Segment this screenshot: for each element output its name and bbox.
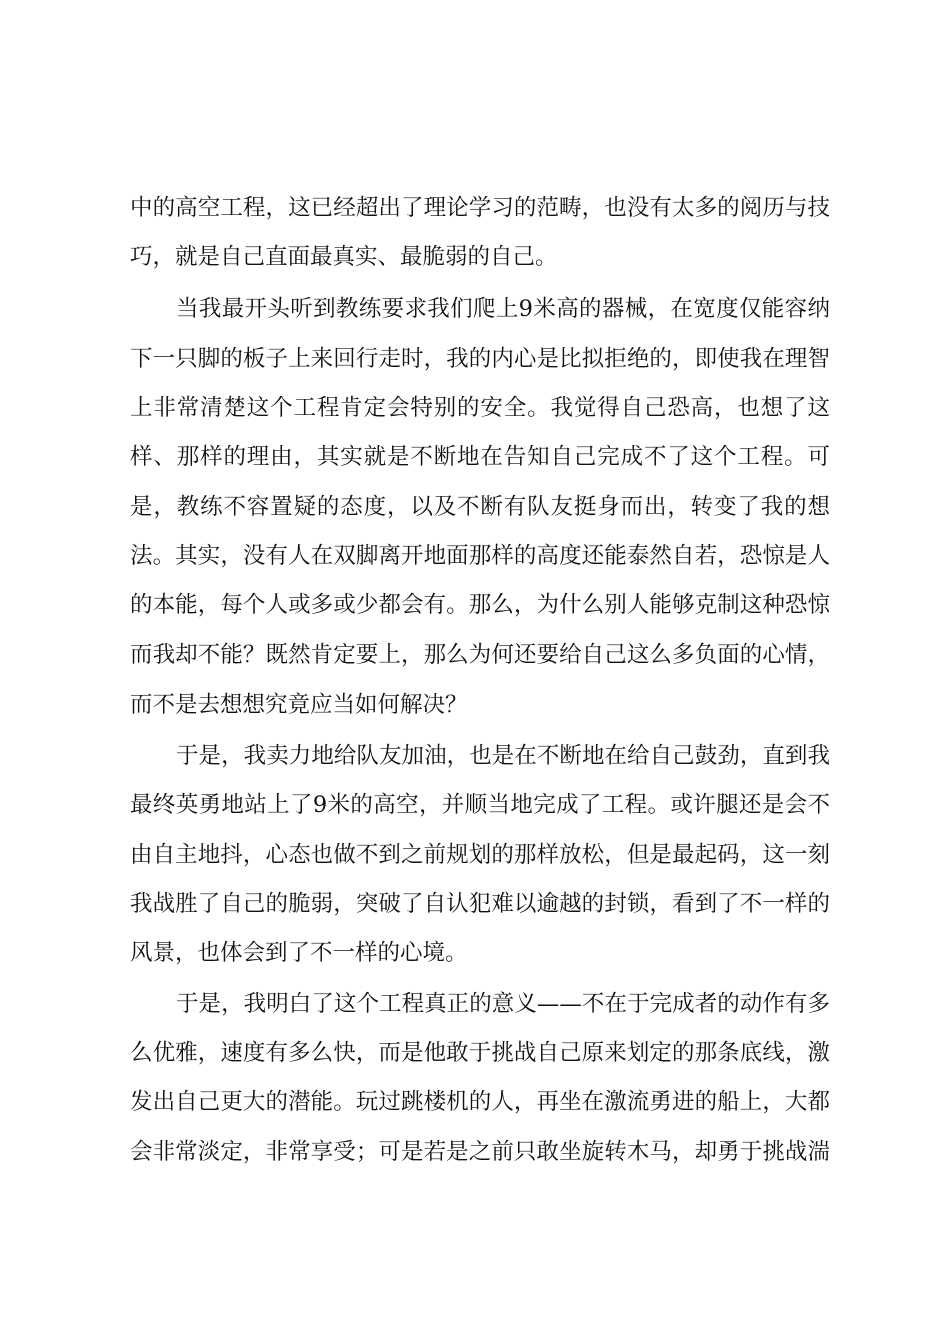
text-line: 是，教练不容置疑的态度，以及不断有队友挺身而出，转变了我的想 [130, 494, 830, 520]
text-line: 发出自己更大的潜能。玩过跳楼机的人，再坐在激流勇进的船上，大都 [130, 1089, 830, 1115]
text-line: 上非常清楚这个工程肯定会特别的安全。我觉得自己恐高，也想了这 [130, 395, 830, 421]
text-line: 的本能，每个人或多或少都会有。那么，为什么别人能够克制这种恐惊 [130, 592, 830, 618]
text-line: 而我却不能？既然肯定要上，那么为何还要给自己这么多负面的心情， [130, 642, 830, 668]
text-line: 么优雅，速度有多么快，而是他敢于挑战自己原来划定的那条底线，激 [130, 1040, 830, 1066]
text-line: 而不是去想想究竟应当如何解决？ [130, 692, 468, 718]
paragraph-first-line: 于是，我卖力地给队友加油，也是在不断地在给自己鼓劲，直到我 [176, 743, 830, 769]
text-line: 最终英勇地站上了9米的高空，并顺当地完成了工程。或许腿还是会不 [130, 792, 830, 818]
text-line: 中的高空工程，这已经超出了理论学习的范畴，也没有太多的阅历与技 [130, 195, 830, 221]
paragraph-first-line: 于是，我明白了这个工程真正的意义——不在于完成者的动作有多 [176, 991, 830, 1017]
paragraph-first-line: 当我最开头听到教练要求我们爬上9米高的器械，在宽度仅能容纳 [176, 296, 830, 322]
text-line: 样、那样的理由，其实就是不断地在告知自己完成不了这个工程。可 [130, 444, 830, 470]
text-line: 会非常淡定，非常享受；可是若是之前只敢坐旋转木马，却勇于挑战湍 [130, 1139, 830, 1165]
text-line: 法。其实，没有人在双脚离开地面那样的高度还能泰然自若，恐惊是人 [130, 543, 830, 569]
text-line: 我战胜了自己的脆弱，突破了自认犯难以逾越的封锁，看到了不一样的 [130, 891, 830, 917]
text-line: 下一只脚的板子上来回行走时，我的内心是比拟拒绝的，即使我在理智 [130, 346, 830, 372]
text-line: 由自主地抖，心态也做不到之前规划的那样放松，但是最起码，这一刻 [130, 842, 830, 868]
text-line: 风景，也体会到了不一样的心境。 [130, 940, 468, 966]
text-line: 巧，就是自己直面最真实、最脆弱的自己。 [130, 244, 558, 270]
